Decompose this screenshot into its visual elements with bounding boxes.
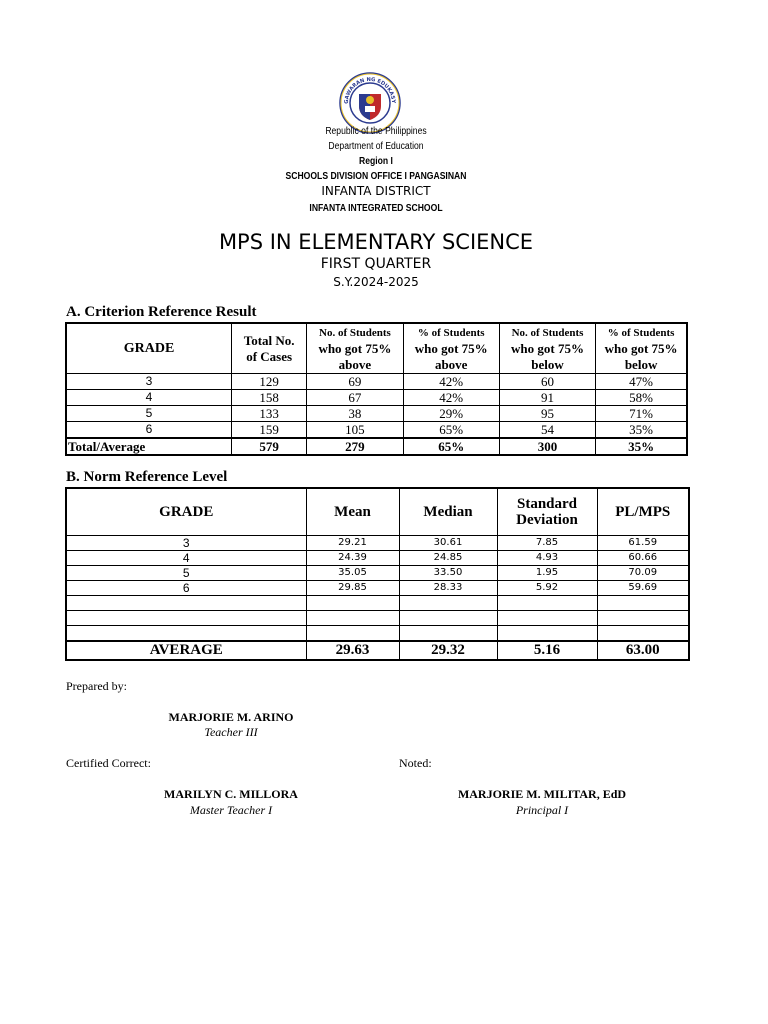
col-header-pl-mps: PL/MPS (597, 488, 689, 536)
percent-above-cell: 29% (403, 406, 499, 422)
certifier-role: Master Teacher I (189, 803, 273, 817)
sd-cell: 1.95 (497, 566, 597, 581)
criterion-reference-table (65, 322, 688, 456)
grade-cell: 5 (66, 566, 306, 581)
sd-cell: 5.16 (497, 641, 597, 660)
deped-seal-logo (339, 72, 401, 134)
table-row (66, 581, 689, 596)
percent-below-cell: 71% (596, 406, 687, 422)
total-cases-cell: 159 (232, 422, 307, 439)
col-header-mean: Mean (306, 488, 399, 536)
col-header-students-above: No. of Students who got 75% above (307, 323, 403, 374)
prepared-by-label: Prepared by: (66, 679, 127, 693)
total-cases-cell: 129 (232, 374, 307, 390)
noter-name: MARJORIE M. MILITAR, EdD (457, 787, 627, 801)
students-below-cell: 60 (499, 374, 595, 390)
table-row (66, 374, 687, 390)
preparer-name: MARJORIE M. ARINO (168, 710, 294, 724)
pl-mps-cell: 61.59 (597, 536, 689, 551)
preparer-role: Teacher III (204, 725, 258, 739)
letterhead-school: INFANTA INTEGRATED SCHOOL (309, 203, 443, 214)
quarter-label: FIRST QUARTER (320, 256, 432, 272)
students-above-cell: 105 (307, 422, 403, 439)
percent-above-cell: 42% (403, 374, 499, 390)
mean-cell: 29.85 (306, 581, 399, 596)
total-average-row (66, 438, 687, 455)
col-header-total-cases: Total No. of Cases (232, 323, 307, 374)
students-above-cell: 38 (307, 406, 403, 422)
students-above-cell: 69 (307, 374, 403, 390)
grade-cell: 3 (66, 374, 232, 390)
col-header-median: Median (399, 488, 497, 536)
percent-below-cell: 47% (596, 374, 687, 390)
percent-above-cell: 65% (403, 422, 499, 439)
sd-cell: 7.85 (497, 536, 597, 551)
table-row (66, 422, 687, 439)
median-cell: 28.33 (399, 581, 497, 596)
students-above-cell: 67 (307, 390, 403, 406)
empty-row (66, 626, 689, 642)
students-below-cell: 95 (499, 406, 595, 422)
percent-below-cell: 35% (596, 422, 687, 439)
sd-cell: 5.92 (497, 581, 597, 596)
grade-cell: 6 (66, 581, 306, 596)
mean-cell: 24.39 (306, 551, 399, 566)
document-title: MPS IN ELEMENTARY SCIENCE (218, 230, 534, 254)
norm-reference-table (65, 487, 690, 661)
median-cell: 24.85 (399, 551, 497, 566)
col-header-percent-above: % of Students who got 75% above (403, 323, 499, 374)
grade-cell: 4 (66, 390, 232, 406)
mean-cell: 29.21 (306, 536, 399, 551)
section-b-heading: B. Norm Reference Level (66, 469, 228, 485)
letterhead-country: Republic of the Philippines (325, 126, 427, 137)
sd-cell: 4.93 (497, 551, 597, 566)
grade-cell: 4 (66, 551, 306, 566)
students-above-cell: 279 (307, 438, 403, 455)
students-below-cell: 91 (499, 390, 595, 406)
grade-cell: 5 (66, 406, 232, 422)
table-row (66, 536, 689, 551)
median-cell: 30.61 (399, 536, 497, 551)
table-row (66, 551, 689, 566)
table-header-row (66, 323, 687, 374)
pl-mps-cell: 60.66 (597, 551, 689, 566)
median-cell: 33.50 (399, 566, 497, 581)
percent-above-cell: 65% (403, 438, 499, 455)
pl-mps-cell: 59.69 (597, 581, 689, 596)
svg-text:KAGAWARAN NG EDUKASYON: GAWARAN NG EDUKASY (343, 76, 397, 104)
table-header-row (66, 488, 689, 536)
total-label-cell: Total/Average (66, 438, 232, 455)
section-a-heading: A. Criterion Reference Result (66, 304, 257, 320)
letterhead-department: Department of Education (328, 141, 424, 152)
percent-below-cell: 58% (596, 390, 687, 406)
empty-row (66, 611, 689, 626)
letterhead-district: INFANTA DISTRICT (321, 184, 431, 198)
grade-cell: 3 (66, 536, 306, 551)
average-row (66, 641, 689, 660)
median-cell: 29.32 (399, 641, 497, 660)
col-header-standard-deviation: Standard Deviation (497, 488, 597, 536)
students-below-cell: 54 (499, 422, 595, 439)
table-row (66, 566, 689, 581)
col-header-grade: GRADE (66, 488, 306, 536)
total-cases-cell: 579 (232, 438, 307, 455)
col-header-students-below: No. of Students who got 75% below (499, 323, 595, 374)
percent-above-cell: 42% (403, 390, 499, 406)
grade-cell: 6 (66, 422, 232, 439)
mean-cell: 29.63 (306, 641, 399, 660)
total-cases-cell: 158 (232, 390, 307, 406)
letterhead-division: SCHOOLS DIVISION OFFICE I PANGASINAN (285, 171, 467, 182)
letterhead-region: Region I (359, 156, 393, 167)
school-year-label: S.Y.2024-2025 (333, 275, 419, 289)
noter-role: Principal I (515, 803, 569, 817)
table-row (66, 390, 687, 406)
pl-mps-cell: 70.09 (597, 566, 689, 581)
mean-cell: 35.05 (306, 566, 399, 581)
empty-row (66, 596, 689, 611)
table-row (66, 406, 687, 422)
col-header-percent-below: % of Students who got 75% below (596, 323, 687, 374)
average-label-cell: AVERAGE (66, 641, 306, 660)
total-cases-cell: 133 (232, 406, 307, 422)
col-header-grade: GRADE (66, 323, 232, 374)
students-below-cell: 300 (499, 438, 595, 455)
certified-correct-label: Certified Correct: (66, 756, 151, 770)
pl-mps-cell: 63.00 (597, 641, 689, 660)
noted-label: Noted: (399, 756, 432, 770)
percent-below-cell: 35% (596, 438, 687, 455)
certifier-name: MARILYN C. MILLORA (164, 787, 298, 801)
